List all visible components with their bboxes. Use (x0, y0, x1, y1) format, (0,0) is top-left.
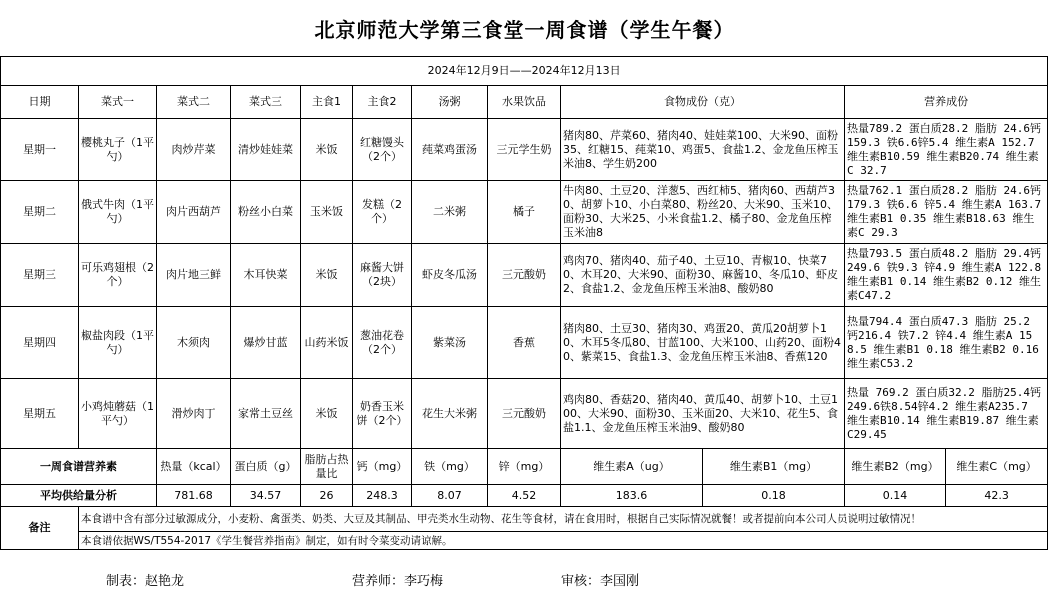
dish2-cell: 肉炒芹菜 (157, 119, 231, 181)
date-range: 2024年12月9日——2024年12月13日 (1, 57, 1048, 86)
ingredients-cell: 鸡肉80、香菇20、猪肉40、黄瓜40、胡萝卜10、土豆100、大米90、面粉30、玉米面20、大米10、花生5、食盐1.1、金龙鱼压榨玉米油9、酸奶80 (561, 379, 845, 449)
signature-footer (0, 561, 1049, 597)
soup-cell: 虾皮冬瓜汤 (412, 244, 488, 307)
soup-cell: 花生大米粥 (412, 379, 488, 449)
dish3-cell: 木耳快菜 (231, 244, 301, 307)
table-row (1, 379, 1048, 449)
table-row (1, 181, 1048, 244)
header-ingredients: 食物成份（克） (561, 86, 845, 119)
notes-allergen-text: 本食谱中含有部分过敏源成分，小麦粉、禽蛋类、奶类、大豆及其制品、甲壳类水生动物、花生等食材，请在食用时，根据自己实际情况就餐！或者提前向本公司人员说明过敏情况！ (79, 507, 1048, 532)
dish3-cell: 家常土豆丝 (231, 379, 301, 449)
fruit-cell: 三元学生奶 (488, 119, 561, 181)
table-row (1, 307, 1048, 379)
soup-cell: 莼菜鸡蛋汤 (412, 119, 488, 181)
avg-vitamin-c: 42.3 (946, 485, 1048, 507)
nutritionist-label: 营养师：李巧梅 (352, 574, 444, 589)
avg-vitamin-b1: 0.18 (703, 485, 845, 507)
dish1-cell: 俄式牛肉（1平勺） (79, 181, 157, 244)
fruit-cell: 香蕉 (488, 307, 561, 379)
day-cell: 星期四 (1, 307, 79, 379)
ingredients-cell: 猪肉80、芹菜60、猪肉40、娃娃菜100、大米90、面粉35、红糖15、莼菜10、鸡蛋5、食盐1.2、金龙鱼压榨玉米油8、学生奶200 (561, 119, 845, 181)
avg-energy: 781.68 (157, 485, 231, 507)
nutrition-cell: 热量794.4 蛋白质47.3 脂肪 25.2 钙216.4 铁7.2 锌4.4 维生素A 158.5 维生素B1 0.18 维生素B2 0.16 维生素C53.2 (845, 307, 1048, 379)
dish3-cell: 清炒娃娃菜 (231, 119, 301, 181)
fruit-cell: 三元酸奶 (488, 379, 561, 449)
average-label: 平均供给量分析 (1, 485, 157, 507)
dish2-cell: 木须肉 (157, 307, 231, 379)
col-vitamin-c: 维生素C（mg） (946, 449, 1048, 485)
col-fat-ratio: 脂肪占热量比 (301, 449, 353, 485)
col-vitamin-a: 维生素A（ug） (561, 449, 703, 485)
dish1-cell: 樱桃丸子（1平勺） (79, 119, 157, 181)
staple2-cell: 葱油花卷（2个） (353, 307, 412, 379)
dish2-cell: 肉片地三鲜 (157, 244, 231, 307)
header-nutrition: 营养成份 (845, 86, 1048, 119)
avg-calcium: 248.3 (353, 485, 412, 507)
table-row (1, 244, 1048, 307)
staple1-cell: 米饭 (301, 379, 353, 449)
nutrition-cell: 热量789.2 蛋白质28.2 脂肪 24.6钙159.3 铁6.6锌5.4 维生素A 152.7 维生素B10.59 维生素B20.74 维生素C 32.7 (845, 119, 1048, 181)
staple2-cell: 红糖馒头（2个） (353, 119, 412, 181)
dish1-cell: 可乐鸡翅根（2个） (79, 244, 157, 307)
header-fruit: 水果饮品 (488, 86, 561, 119)
reviewer-label: 审核：李国刚 (561, 574, 640, 589)
header-dish2: 菜式二 (157, 86, 231, 119)
soup-cell: 二米粥 (412, 181, 488, 244)
staple1-cell: 山药米饭 (301, 307, 353, 379)
col-protein: 蛋白质（g） (231, 449, 301, 485)
staple2-cell: 发糕（2个） (353, 181, 412, 244)
weekly-menu-table (0, 56, 1048, 550)
day-cell: 星期五 (1, 379, 79, 449)
day-cell: 星期二 (1, 181, 79, 244)
col-vitamin-b2: 维生素B2（mg） (845, 449, 946, 485)
header-soup: 汤粥 (412, 86, 488, 119)
ingredients-cell: 牛肉80、土豆20、洋葱5、西红柿5、猪肉60、西葫芦30、胡萝卜10、小白菜80、粉丝20、大米90、玉米10、面粉30、大米25、小米食盐1.2、橘子80、金龙鱼压榨玉米油8 (561, 181, 845, 244)
soup-cell: 紫菜汤 (412, 307, 488, 379)
nutrition-cell: 热量 769.2 蛋白质32.2 脂肪25.4钙249.6铁8.54锌4.2 维生素A235.7 维生素B10.14 维生素B19.87 维生素C29.45 (845, 379, 1048, 449)
weekly-nutrients-label: 一周食谱营养素 (1, 449, 157, 485)
dish3-cell: 粉丝小白菜 (231, 181, 301, 244)
header-row (1, 86, 1048, 119)
avg-vitamin-b2: 0.14 (845, 485, 946, 507)
staple2-cell: 麻酱大饼（2块） (353, 244, 412, 307)
average-row (1, 485, 1048, 507)
avg-iron: 8.07 (412, 485, 488, 507)
day-cell: 星期三 (1, 244, 79, 307)
ingredients-cell: 鸡肉70、猪肉40、茄子40、土豆10、青椒10、快菜70、木耳20、大米90、面粉30、麻酱10、冬瓜10、虾皮2、食盐1.2、金龙鱼压榨玉米油8、酸奶80 (561, 244, 845, 307)
header-dish3: 菜式三 (231, 86, 301, 119)
col-calcium: 钙（mg） (353, 449, 412, 485)
col-iron: 铁（mg） (412, 449, 488, 485)
staple1-cell: 米饭 (301, 244, 353, 307)
avg-vitamin-a: 183.6 (561, 485, 703, 507)
nutrition-cell: 热量793.5 蛋白质48.2 脂肪 29.4钙 249.6 铁9.3 锌4.9 维生素A 122.8 维生素B1 0.14 维生素B2 0.12 维生素C47.2 (845, 244, 1048, 307)
header-staple1: 主食1 (301, 86, 353, 119)
avg-protein: 34.57 (231, 485, 301, 507)
fruit-cell: 橘子 (488, 181, 561, 244)
nutrient-header-row (1, 449, 1048, 485)
col-vitamin-b1: 维生素B1（mg） (703, 449, 845, 485)
dish1-cell: 小鸡炖蘑菇（1平勺） (79, 379, 157, 449)
notes-guideline-text: 本食谱依据WS/T554-2017《学生餐营养指南》制定，如有时令菜变动请谅解。 (79, 532, 1048, 550)
header-dish1: 菜式一 (79, 86, 157, 119)
staple1-cell: 米饭 (301, 119, 353, 181)
day-cell: 星期一 (1, 119, 79, 181)
col-zinc: 锌（mg） (488, 449, 561, 485)
maker-label: 制表：赵艳龙 (106, 574, 185, 589)
notes-row (1, 507, 1048, 532)
ingredients-cell: 猪肉80、土豆30、猪肉30、鸡蛋20、黄瓜20胡萝卜10、木耳5冬瓜80、甘蓝100、大米100、山药20、面粉40、紫菜15、食盐1.3、金龙鱼压榨玉米油8、香蕉120 (561, 307, 845, 379)
avg-zinc: 4.52 (488, 485, 561, 507)
notes-row (1, 532, 1048, 550)
staple1-cell: 玉米饭 (301, 181, 353, 244)
nutrition-cell: 热量762.1 蛋白质28.2 脂肪 24.6钙179.3 铁6.6 锌5.4 维生素A 163.7 维生素B1 0.35 维生素B18.63 维生素C 29.3 (845, 181, 1048, 244)
header-staple2: 主食2 (353, 86, 412, 119)
staple2-cell: 奶香玉米饼（2个） (353, 379, 412, 449)
page-title: 北京师范大学第三食堂一周食谱（学生午餐） (314, 17, 735, 42)
avg-fat-ratio: 26 (301, 485, 353, 507)
dish1-cell: 椒盐肉段（1平勺） (79, 307, 157, 379)
dish2-cell: 滑炒肉丁 (157, 379, 231, 449)
table-row (1, 119, 1048, 181)
header-date: 日期 (1, 86, 79, 119)
col-energy: 热量（kcal） (157, 449, 231, 485)
notes-label: 备注 (1, 507, 79, 550)
dish3-cell: 爆炒甘蓝 (231, 307, 301, 379)
dish2-cell: 肉片西葫芦 (157, 181, 231, 244)
fruit-cell: 三元酸奶 (488, 244, 561, 307)
